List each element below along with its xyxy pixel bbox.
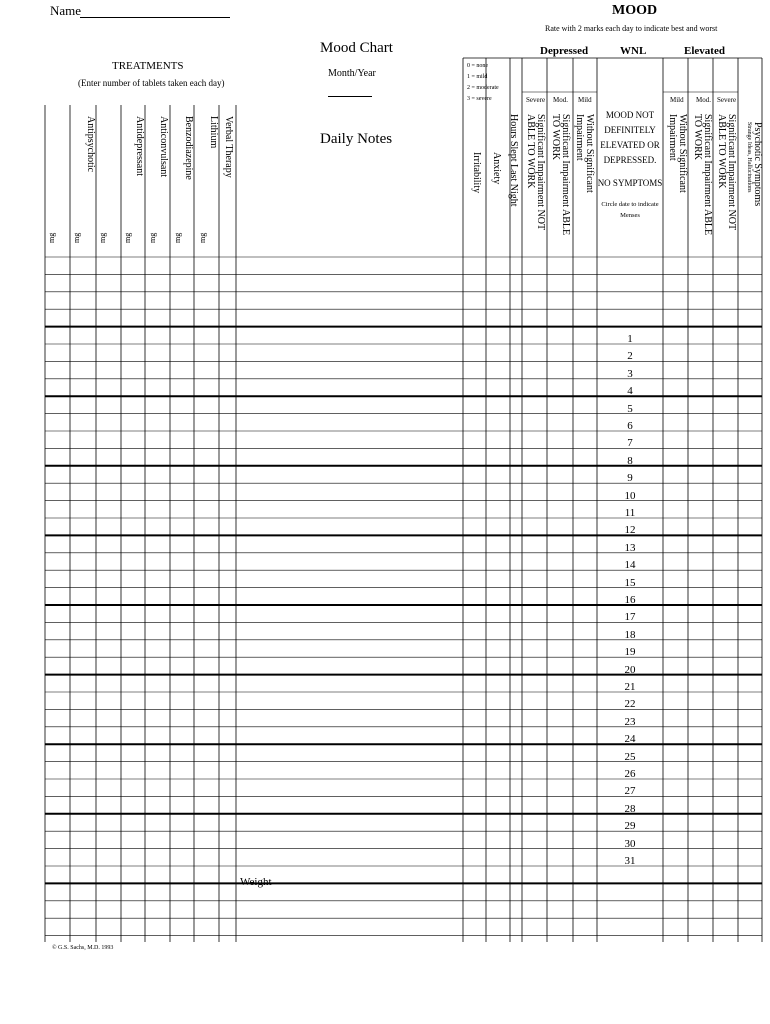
treatment-label-antipsychotic: Antipsychotic xyxy=(85,116,96,173)
dep-mod-label: Mod. xyxy=(553,96,568,104)
mood-chart-title: Mood Chart xyxy=(320,40,393,56)
day-number[interactable]: 21 xyxy=(624,681,636,693)
day-number[interactable]: 26 xyxy=(624,768,636,780)
day-number[interactable]: 14 xyxy=(624,559,636,572)
mg-label: mg xyxy=(72,232,81,243)
wnl-line: DEFINITELY xyxy=(604,125,656,135)
day-number[interactable]: 12 xyxy=(624,524,636,537)
day-number[interactable]: 4 xyxy=(627,385,633,398)
circle-note: Menses xyxy=(620,212,640,219)
name-label: Name xyxy=(50,3,82,18)
psychotic-label: Psychotic Symptoms xyxy=(752,122,763,207)
day-number[interactable]: 31 xyxy=(624,855,636,867)
day-number[interactable]: 6 xyxy=(627,420,633,432)
daily-notes-label: Daily Notes xyxy=(320,131,393,147)
dep-severe-desc: Significant Impairment NOT ABLE TO WORK xyxy=(525,114,546,230)
elev-mild-label: Mild xyxy=(670,96,684,104)
no-symptoms-text: NO SYMPTOMS xyxy=(597,178,663,188)
scale-item: 0 = none xyxy=(467,63,489,69)
scale-item: 2 = moderate xyxy=(467,85,499,91)
dep-mod-desc: Significant Impairment ABLE TO WORK xyxy=(550,114,571,236)
mg-label: mg xyxy=(47,232,56,243)
hours-slept-label: Hours Slept Last Night xyxy=(508,114,519,207)
copyright: © G.S. Sachs, M.D. 1993 xyxy=(52,945,114,951)
dep-mild-label: Mild xyxy=(578,96,592,104)
day-number[interactable]: 8 xyxy=(627,454,633,467)
treatments-subtitle: (Enter number of tablets taken each day) xyxy=(78,78,225,88)
irritability-label: Irritability xyxy=(471,152,482,194)
treatment-label-anticonvulsant: Anticonvulsant xyxy=(158,116,169,178)
day-number[interactable]: 23 xyxy=(624,715,636,728)
day-number[interactable]: 13 xyxy=(624,541,636,554)
elev-severe-desc: Significant Impairment NOT ABLE TO WORK xyxy=(716,114,737,230)
day-number[interactable]: 24 xyxy=(624,733,636,746)
elevated-header: Elevated xyxy=(684,45,725,57)
month-year-label: Month/Year xyxy=(328,68,376,79)
treatments-title: TREATMENTS xyxy=(112,60,184,72)
anxiety-label: Anxiety xyxy=(491,152,502,185)
elev-mod-desc: Significant Impairment ABLE TO WORK xyxy=(692,114,713,236)
day-number[interactable]: 25 xyxy=(624,750,636,763)
day-number[interactable]: 17 xyxy=(624,611,636,624)
day-number[interactable]: 9 xyxy=(627,472,633,485)
mood-title: MOOD xyxy=(612,3,658,18)
day-number[interactable]: 18 xyxy=(624,628,636,641)
dep-severe-label: Severe xyxy=(526,96,546,104)
mg-label: mg xyxy=(198,232,207,243)
day-number[interactable]: 5 xyxy=(627,402,633,415)
day-number[interactable]: 1 xyxy=(627,333,633,345)
day-number[interactable]: 30 xyxy=(624,837,636,850)
day-number[interactable]: 10 xyxy=(624,489,636,502)
day-number[interactable]: 15 xyxy=(624,576,636,589)
mg-label: mg xyxy=(173,232,182,243)
wnl-line: ELEVATED OR xyxy=(600,140,660,150)
wnl-line: DEPRESSED. xyxy=(603,155,657,165)
day-number[interactable]: 19 xyxy=(624,646,636,659)
dep-mild-desc: Without Significant Impairment xyxy=(574,114,595,193)
elev-mod-label: Mod. xyxy=(696,96,711,104)
treatment-label-antidepressant: Antidepressant xyxy=(134,116,145,176)
depressed-header: Depressed xyxy=(540,45,589,57)
day-number[interactable]: 3 xyxy=(627,367,633,380)
day-number[interactable]: 20 xyxy=(624,663,636,676)
treatment-label-benzodiazepine: Benzodiazepine xyxy=(183,116,194,180)
day-number[interactable]: 29 xyxy=(624,820,636,833)
day-number[interactable]: 28 xyxy=(624,802,636,815)
day-number[interactable]: 11 xyxy=(624,507,636,519)
scale-item: 3 = severe xyxy=(467,96,492,102)
elev-severe-label: Severe xyxy=(717,96,737,104)
circle-note: Circle date to indicate xyxy=(601,201,659,208)
mg-label: mg xyxy=(148,232,157,243)
treatment-label-lithium: Lithium xyxy=(208,116,219,149)
scale-item: 1 = mild xyxy=(467,74,488,80)
mg-label: mg xyxy=(123,232,132,243)
elev-mild-desc: Without Significant Impairment xyxy=(667,114,688,193)
wnl-line: MOOD NOT xyxy=(605,110,655,120)
treatment-label-verbal-therapy: Verbal Therapy xyxy=(223,116,234,178)
mood-subtitle: Rate with 2 marks each day to indicate best and worst xyxy=(545,24,718,33)
day-number[interactable]: 7 xyxy=(627,437,633,450)
weight-label: Weight xyxy=(240,876,272,888)
mg-label: mg xyxy=(98,232,107,243)
psychotic-sub-label: Strange Ideas, Hallucinations xyxy=(746,122,752,193)
day-number[interactable]: 16 xyxy=(624,594,636,606)
day-number[interactable]: 22 xyxy=(624,698,636,711)
day-number[interactable]: 2 xyxy=(627,350,633,363)
day-number[interactable]: 27 xyxy=(624,785,636,798)
wnl-header: WNL xyxy=(620,45,647,57)
